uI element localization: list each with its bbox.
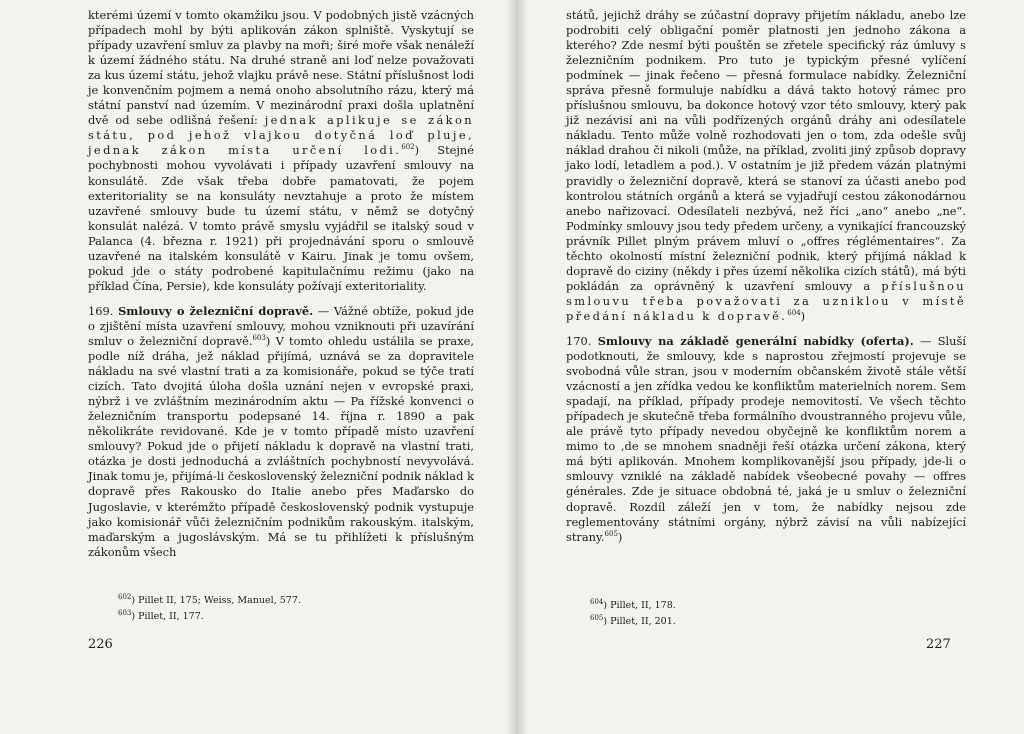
footnote-text: ) Pillet, II, 178. [603,600,676,612]
section-text: — Sluší podotknouti, že smlouvy, kde s naprostou zřejmostí projevuje se svobodná vůle stran, jsou v moderním občanském životě stále větší vzácností a jen zřídka vedou ke konfliktům materielních norem. Sem spadají, na příklad, případy prodeje nemovitostí. Ve všech těchto případech je skutečně třeba formálního dvoustranného projevu vůle, ale právě tyto případy nevedou obyčejně ke konfliktům norem a mimo to ,de se mnohem snadněji řeší otázka určení zákona, který má býti aplikován. Mnohem komplikovanější jsou případy, jde-li o smlouvy vzniklé na základě nabídek všeobecné povahy — offres générales. Zde je situace obdobná té, jaká je u smluv o železniční dopravě. Rozdíl záleží jen v tom, že nabídky nejsou zde reglementovány státními orgány, nýbrž závisí na vůli nabízející strany. [566,333,967,544]
right-paragraph [566,8,966,324]
page-number: 226 [88,637,113,652]
left-footnotes [118,591,301,623]
footnote-mark: 605 [590,614,604,623]
left-text-column [88,8,474,560]
right-paragraph-end: ) [800,308,806,323]
left-spaced-text: jednak aplikuje se zákon státu, pod jehož vlajkou dotyčná loď pluje, jednak zákon místa určení lodi. [88,113,474,158]
left-page [0,0,506,734]
section-number: 170. [566,333,592,348]
section-170 [566,334,966,545]
footnote-ref: 603 [252,334,266,343]
footnote-text: ) Pillet, II, 201. [603,616,676,628]
left-paragraph [88,8,474,294]
section-text: — Vážné obtíže, pokud jde o zjištění místa uzavření smlouvy, mohou vzniknouti při uzavírání smluv o železniční dopravě. [88,303,474,348]
section-169 [88,304,474,560]
right-footnotes [590,596,676,628]
footnote [590,596,676,612]
section-text-continued: ) [617,529,623,544]
section-text-continued: ) V tomto ohledu ustálila se praxe, podle níž dráha, jež náklad přijímá, uznává se za dopravitele nákladu na své vlastní trati a za komisionáře, pokud se týče tratí cizích. Tato dvojitá úloha došla uznání nejen v evropské praxi, nýbrž i ve zvláštním mezinárodním aktu — Pa řížské konvenci o železničním transportu podepsané 14. října r. 1890 a pak několikráte revidované. Kde je v tomto případě místo uzavření smlouvy? Pokud jde o přijetí nákladu k dopravě na vlastní trati, otázka je dosti jednoduchá a zvláštních pochybností nevyvolává. Jinak tomu je, přijímá-li československý železniční podnik náklad k dopravě přes Rakousko do Italie anebo přes Maďarsko do Jugoslavie, v kterémžto případě československý podnik vystupuje jako komisionář vůči železničním podnikům rakouským. italským, maďarským a jugoslávským. Má se tu přihlížeti k příslušným zákonům všech [88,333,474,559]
footnote-ref: 605 [604,529,618,538]
footnote-mark: 603 [118,609,132,618]
footnote-mark: 602 [118,593,132,601]
footnote [118,591,301,607]
right-page [528,0,1024,734]
section-number: 169. [88,303,114,318]
footnote-text: ) Pillet, II, 177. [131,611,204,623]
footnote-text: ) Pillet II, 175; Weiss, Manuel, 577. [131,595,301,607]
footnote [590,612,676,628]
footnote-mark: 604 [590,598,604,606]
right-text-column [566,8,966,545]
section-title: Smlouvy na základě generální nabídky (oferta). [597,333,914,348]
footnote-ref: 602 [401,143,415,152]
book-gutter [506,0,528,734]
page-number: 227 [926,637,951,652]
footnote-ref: 604 [787,309,801,318]
footnote [118,607,301,623]
left-paragraph-text: kterémi území v tomto okamžiku jsou. V podobných jistě vzácných případech mohl by býti aplikován zákon splniště. Vyskytují se případy uzavření smluv za plavby na moři; širé moře však nenáleží k území žádného státu. Na druhé straně ani loď nelze považovati za kus území státu, jehož vlajku právě nese. Státní příslušnost lodi je konvenčním pojmem a nemá onoho absolutního rázu, který má státní panství nad územím. V mezinárodní praxi došla uplatnění dvě od sebe odlišná řešení: [88,8,474,128]
left-paragraph-end: ) Stejné pochybnosti mohou vyvolávati i případy uzavření smlouvy na konsulátě. Zde však třeba dobře pamatovati, že pojem exteritoriality se na konsuláty nevztahuje a proto že místem uzavřené smlouvy bude tu území státu, v němž se dotyčný konsulát nalézá. V tomto právě smyslu vyjádřil se italský soud v Palanca (4. března r. 1921) při projednávání sporu o smlouvě uzavřené na italském konsulátě v Kairu. Jinak je tomu ovšem, pokud jde o státy podrobené kapitulačnímu režimu (jako na příklad Čína, Persie), kde konsuláty požívají exteritoriality. [88,143,474,293]
section-title: Smlouvy o železniční dopravě. [118,303,314,318]
right-spaced-text: příslušnou smlouvu třeba považovati za uzniklou v místě předání nákladu k dopravě. [566,278,966,323]
right-paragraph-text: států, jejichž dráhy se zúčastní dopravy přijetím nákladu, anebo lze podrobiti celý obligační poměr platnosti jen jednoho zákona a kterého? Zde nesmí býti pouštěn se zřetele specifický ráz úmluvy s železničním podnikem. Pro tuto je typickým přesné vylíčení podmínek — jinak řečeno — přesná formulace nabídky. Železniční správa přesně formuluje nabídku a dává takto hotový rámec pro příslušnou smlouvu, ba dokonce hotový vzor této smlouvy, který pak již nezávisí ani na vůli podřízených orgánů dráhy ani odesílatele nákladu. Tento může volně rozhodovati jen o tom, zda odešle svůj náklad drahou či nikoli (může, na příklad, zvoliti jiný způsob dopravy jako lodí, letadlem a pod.). V ostatním je již předem vázán platnými pravidly o železniční dopravě, která se stanoví za účasti anebo pod kontrolou státních orgánů a která se vyjadřují cestou zákonodárnou anebo nařizovací. Odesílateli nezbývá, než říci „ano“ anebo „ne“. Podmínky smlouvy jsou tedy předem určeny, a vynikající francouzský právník Pillet plným právem mluví o „offres réglémentaires“. Za těchto okolností místní železniční podnik, který přijímá náklad k dopravě do ciziny (někdy i přes území několika cizích států), má býti pokládán za oprávněný k uzavření smlouvy a [566,8,966,293]
